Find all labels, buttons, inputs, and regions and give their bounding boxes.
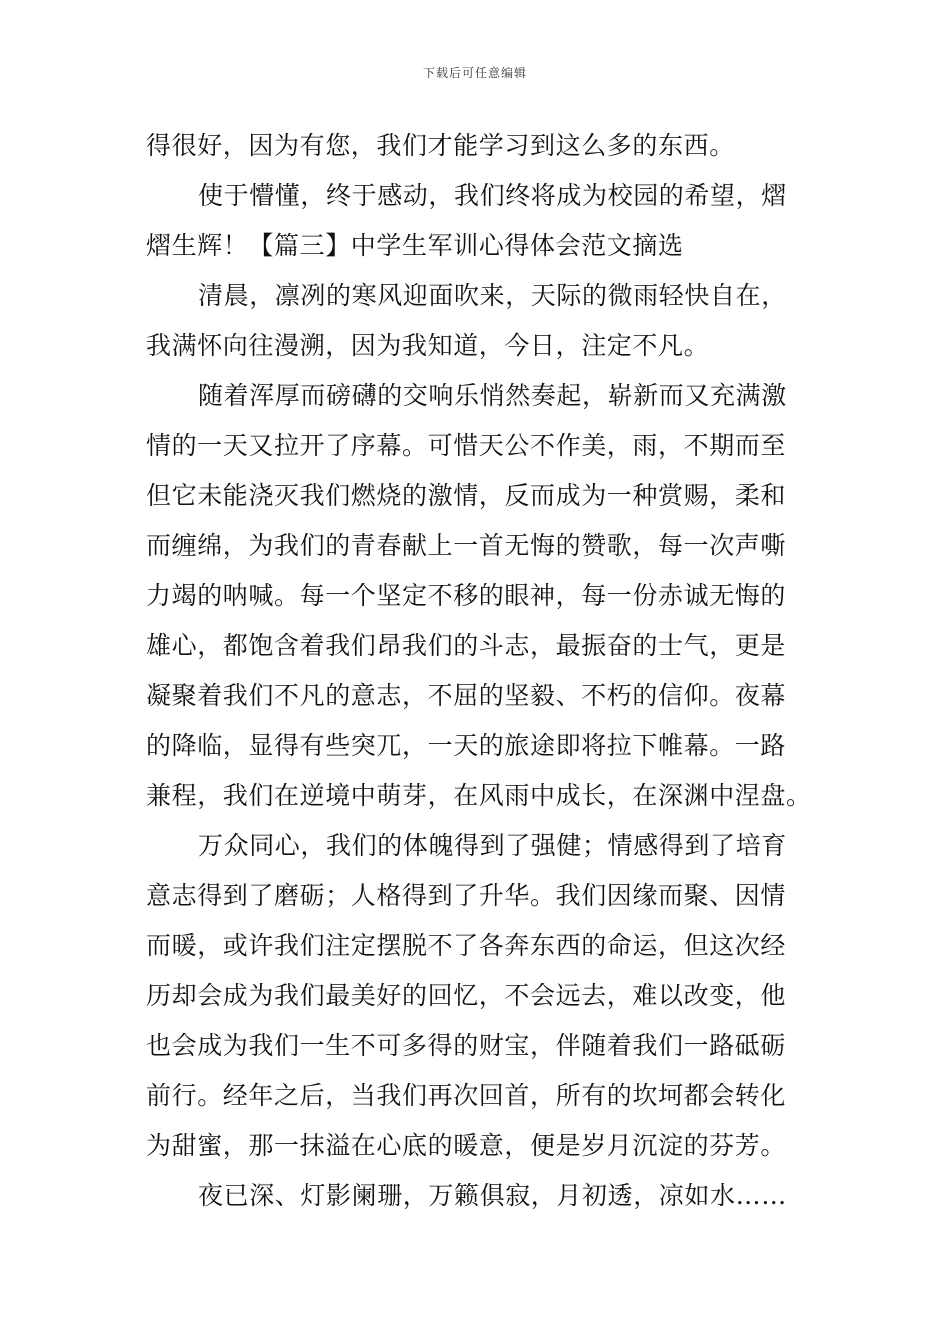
text-line: 意志得到了磨砺；人格得到了升华。我们因缘而聚、因情 xyxy=(146,881,787,910)
text-line: 而暖，或许我们注定摆脱不了各奔东西的命运，但这次经 xyxy=(146,931,787,960)
text-line: 凝聚着我们不凡的意志，不屈的坚毅、不朽的信仰。夜幕 xyxy=(146,681,787,710)
text-line: 夜已深、灯影阑珊，万籁俱寂，月初透，凉如水…… xyxy=(198,1181,787,1210)
text-line: 也会成为我们一生不可多得的财宝，伴随着我们一路砥砺 xyxy=(146,1031,787,1060)
text-line: 熠生辉！【篇三】中学生军训心得体会范文摘选 xyxy=(146,231,684,260)
page-header-note: 下载后可任意编辑 xyxy=(422,66,527,80)
text-line: 前行。经年之后，当我们再次回首，所有的坎坷都会转化 xyxy=(146,1081,787,1110)
text-line: 但它未能浇灭我们燃烧的激情，反而成为一种赏赐，柔和 xyxy=(146,481,787,510)
text-line: 为甜蜜，那一抹溢在心底的暖意，便是岁月沉淀的芬芳。 xyxy=(146,1131,787,1160)
text-line: 兼程，我们在逆境中萌芽，在风雨中成长，在深渊中涅盘。 xyxy=(146,781,812,810)
text-line: 随着浑厚而磅礴的交响乐悄然奏起，崭新而又充满激 xyxy=(198,381,787,410)
text-line: 力竭的呐喊。每一个坚定不移的眼神，每一份赤诚无悔的 xyxy=(146,581,787,610)
text-line: 而缠绵，为我们的青春献上一首无悔的赞歌，每一次声嘶 xyxy=(146,531,787,560)
text-line: 雄心，都饱含着我们昂我们的斗志，最振奋的士气，更是 xyxy=(146,631,787,660)
text-line: 我满怀向往漫溯，因为我知道，今日，注定不凡。 xyxy=(146,331,710,360)
text-line: 清晨，凛冽的寒风迎面吹来，天际的微雨轻快自在， xyxy=(198,281,787,310)
text-line: 得很好，因为有您，我们才能学习到这么多的东西。 xyxy=(146,131,735,160)
text-line: 情的一天又拉开了序幕。可惜天公不作美，雨，不期而至 xyxy=(146,431,787,460)
text-line: 万众同心，我们的体魄得到了强健；情感得到了培育 xyxy=(198,831,787,860)
text-line: 的降临，显得有些突兀，一天的旅途即将拉下帷幕。一路 xyxy=(146,731,787,760)
document-body xyxy=(146,128,812,1228)
text-line: 历却会成为我们最美好的回忆，不会远去，难以改变，他 xyxy=(146,981,787,1010)
text-line: 使于懵懂，终于感动，我们终将成为校园的希望，熠 xyxy=(198,181,787,210)
